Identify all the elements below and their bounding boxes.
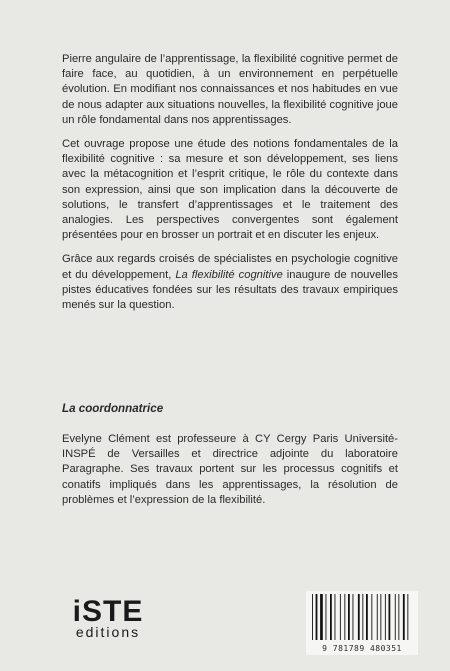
coordinator-bio: Evelyne Clément est professeure à CY Cergy Paris Université-INSPÉ de Versailles et directrice adjointe du laboratoire Paragraphe. Ses travaux portent sur les processus cognitifs et conatifs impliqués dans les apprentissages, la résolution de problèmes et l’expression de la flexibilité. xyxy=(62,433,398,506)
isbn-barcode xyxy=(306,591,418,655)
isbn-number: 9 781789 480351 xyxy=(322,644,402,653)
barcode-bars xyxy=(306,591,418,643)
publisher-logo-text: iSTE xyxy=(72,595,144,628)
barcode-bar xyxy=(362,594,363,640)
book-title: La flexibilité cognitive xyxy=(175,268,283,281)
blurb-paragraph-3-end: inaugure de nouvelles pistes éducatives fondées sur les résultats des travaux empiriques menés sur la question. xyxy=(62,268,398,312)
barcode-bar xyxy=(348,594,350,640)
barcode-bar xyxy=(371,594,372,640)
coordinator-heading: La coordonnatrice xyxy=(62,402,164,415)
barcode-bar xyxy=(385,594,386,640)
barcode-bar xyxy=(353,594,354,640)
barcode-bar xyxy=(326,594,327,640)
barcode-bar xyxy=(312,594,313,640)
barcode-bar xyxy=(316,594,318,640)
blurb-paragraph-3-start: Grâce aux regards croisés de spécialistes en psychologie cognitive et du développement, xyxy=(62,253,398,281)
publisher-logo-subtext: editions xyxy=(75,624,141,640)
blurb-paragraph-1: Pierre angulaire de l’apprentissage, la flexibilité cognitive permet de faire face, au quotidien, à un environnement en perpétuelle évolution. En modifiant nos connaissances et nos habitudes en vue de nous adapter aux situations nouvelles, la flexibilité cognitive joue un rôle fondamental dans nos apprentissages. xyxy=(62,53,398,126)
barcode-bar xyxy=(407,594,408,640)
barcode-bar xyxy=(335,594,336,640)
barcode-bar xyxy=(340,594,341,640)
barcode-bar xyxy=(380,594,381,640)
barcode-bar xyxy=(403,594,405,640)
barcode-bar xyxy=(398,594,399,640)
blurb-paragraph-2: Cet ouvrage propose une étude des notions fondamentales de la flexibilité cognitive : sa mesure et son développement, ses liens avec la métacognition et l’esprit critique, le rôle du contexte dans son expression, ainsi que son implication dans la découverte de solutions, le transfert d’apprentissages et le traitement des analogies. Les perspectives convergentes sont également présentées pour en brosser un portrait et en discuter les enjeux. xyxy=(62,138,398,242)
barcode-bar xyxy=(366,594,368,640)
barcode-bar xyxy=(395,594,396,640)
barcode-bar xyxy=(389,594,391,640)
blurb xyxy=(62,52,398,322)
barcode-bar xyxy=(377,594,378,640)
barcode-bar xyxy=(320,594,323,640)
barcode-bar xyxy=(330,594,332,640)
publisher-logo xyxy=(62,593,154,641)
barcode-bar xyxy=(344,594,345,640)
blurb-paragraph-3 xyxy=(62,252,398,313)
barcode-bar xyxy=(358,594,360,640)
